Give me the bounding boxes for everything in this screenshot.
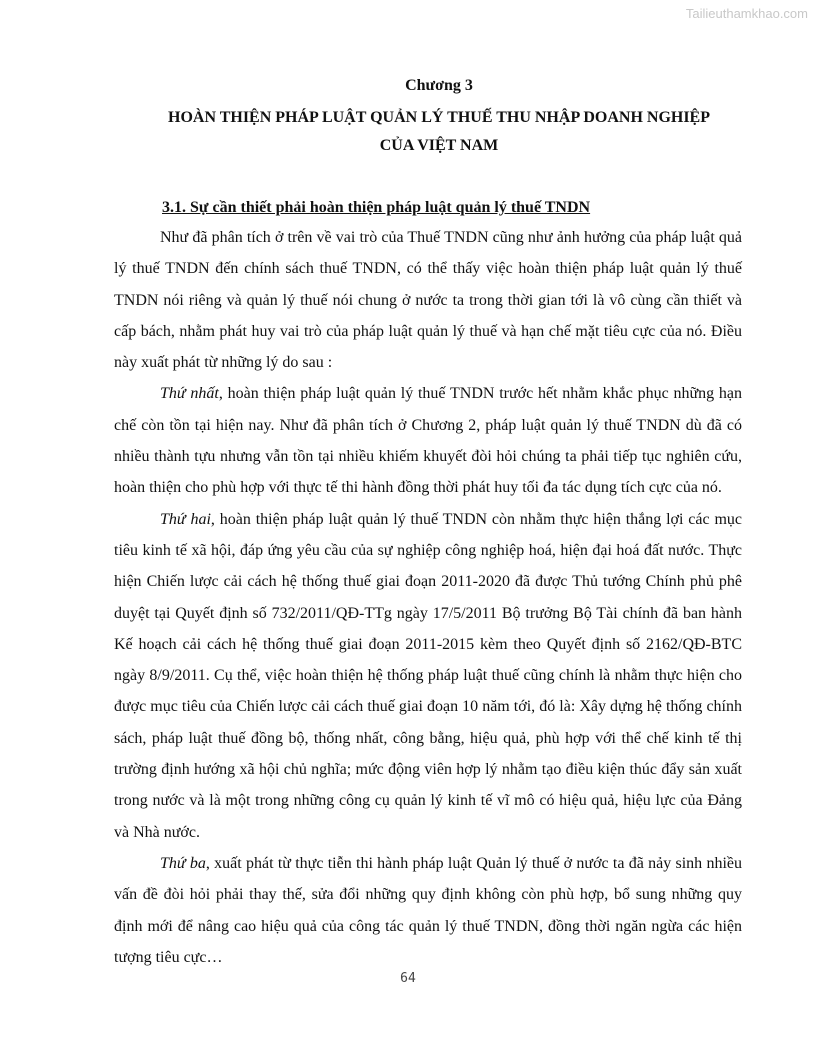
watermark-text: Tailieuthamkhao.com [685,6,808,21]
paragraph-second-reason [114,504,742,848]
paragraph-text: , xuất phát từ thực tiễn thi hành pháp luật Quản lý thuế ở nước ta đã nảy sinh nhiều vấn đề đòi hỏi phải thay thế, sửa đổi những quy định không còn phù hợp, bổ sung những quy định mới để nâng cao hiệu quả của công tác quản lý thuế TNDN, đồng thời ngăn ngừa các hiện tượng tiêu cực… [114,854,742,966]
paragraph-text: Như đã phân tích ở trên về vai trò của Thuế TNDN cũng như ảnh hưởng của pháp luật quả lý thuế TNDN đến chính sách thuế TNDN, có thể thấy việc hoàn thiện pháp luật quản lý thuế TNDN nói riêng và quản lý thuế nói chung ở nước ta trong thời gian tới là vô cùng cần thiết và cấp bách, nhằm phát huy vai trò của pháp luật quản lý thuế và hạn chế mặt tiêu cực của nó. Điều này xuất phát từ những lý do sau : [114,229,742,372]
document-page [114,76,742,973]
paragraph-lead: Thứ nhất [160,385,219,403]
paragraph-lead: Thứ hai [160,510,211,528]
paragraph-intro [114,222,742,378]
chapter-title-line-1: HOÀN THIỆN PHÁP LUẬT QUẢN LÝ THUẾ THU NHẬP DOANH NGHIỆP [168,109,710,126]
chapter-title [114,104,742,160]
paragraph-lead: Thứ ba [160,854,206,872]
paragraph-text: , hoàn thiện pháp luật quản lý thuế TNDN còn nhằm thực hiện thắng lợi các mục tiêu kinh tế xã hội, đáp ứng yêu cầu của sự nghiệp công nghiệp hoá, hiện đại hoá đất nước. Thực hiện Chiến lược cải cách hệ thống thuế giai đoạn 2011-2020 đã được Thủ tướng Chính phủ phê duyệt tại Quyết định số 732/2011/QĐ-TTg ngày 17/5/2011 Bộ trưởng Bộ Tài chính đã ban hành Kế hoạch cải cách hệ thống thuế giai đoạn 2011-2015 kèm theo Quyết định số 2162/QĐ-BTC ngày 8/9/2011. Cụ thể, việc hoàn thiện hệ thống pháp luật thuế cũng chính là nhằm thực hiện cho được mục tiêu của Chiến lược cải cách thuế giai đoạn 10 năm tới, đó là: Xây dựng hệ thống chính sách, pháp luật thuế đồng bộ, thống nhất, công bằng, hiệu quả, phù hợp với thể chế kinh tế thị trường định hướng xã hội chủ nghĩa; mức động viên hợp lý nhằm tạo điều kiện thúc đẩy sản xuất trong nước và là một trong những công cụ quản lý kinh tế vĩ mô có hiệu quả, hiệu lực của Đảng và Nhà nước. [114,510,743,841]
page-number: 64 [400,971,416,986]
chapter-title-line-2: CỦA VIỆT NAM [379,137,499,154]
paragraph-first-reason [114,378,742,503]
section-heading: 3.1. Sự cần thiết phải hoàn thiện pháp luật quản lý thuế TNDN [162,199,591,216]
paragraph-text: , hoàn thiện pháp luật quản lý thuế TNDN trước hết nhằm khắc phục những hạn chế còn tồn tại hiện nay. Như đã phân tích ở Chương 2, pháp luật quản lý thuế TNDN dù đã có nhiều thành tựu nhưng vẫn tồn tại nhiều khiếm khuyết đòi hỏi chúng ta phải tiếp tục nghiên cứu, hoàn thiện cho phù hợp với thực tế thi hành đồng thời phát huy tối đa tác dụng tích cực của nó. [114,385,742,497]
paragraph-third-reason [114,848,742,973]
chapter-number: Chương 3 [405,77,473,94]
